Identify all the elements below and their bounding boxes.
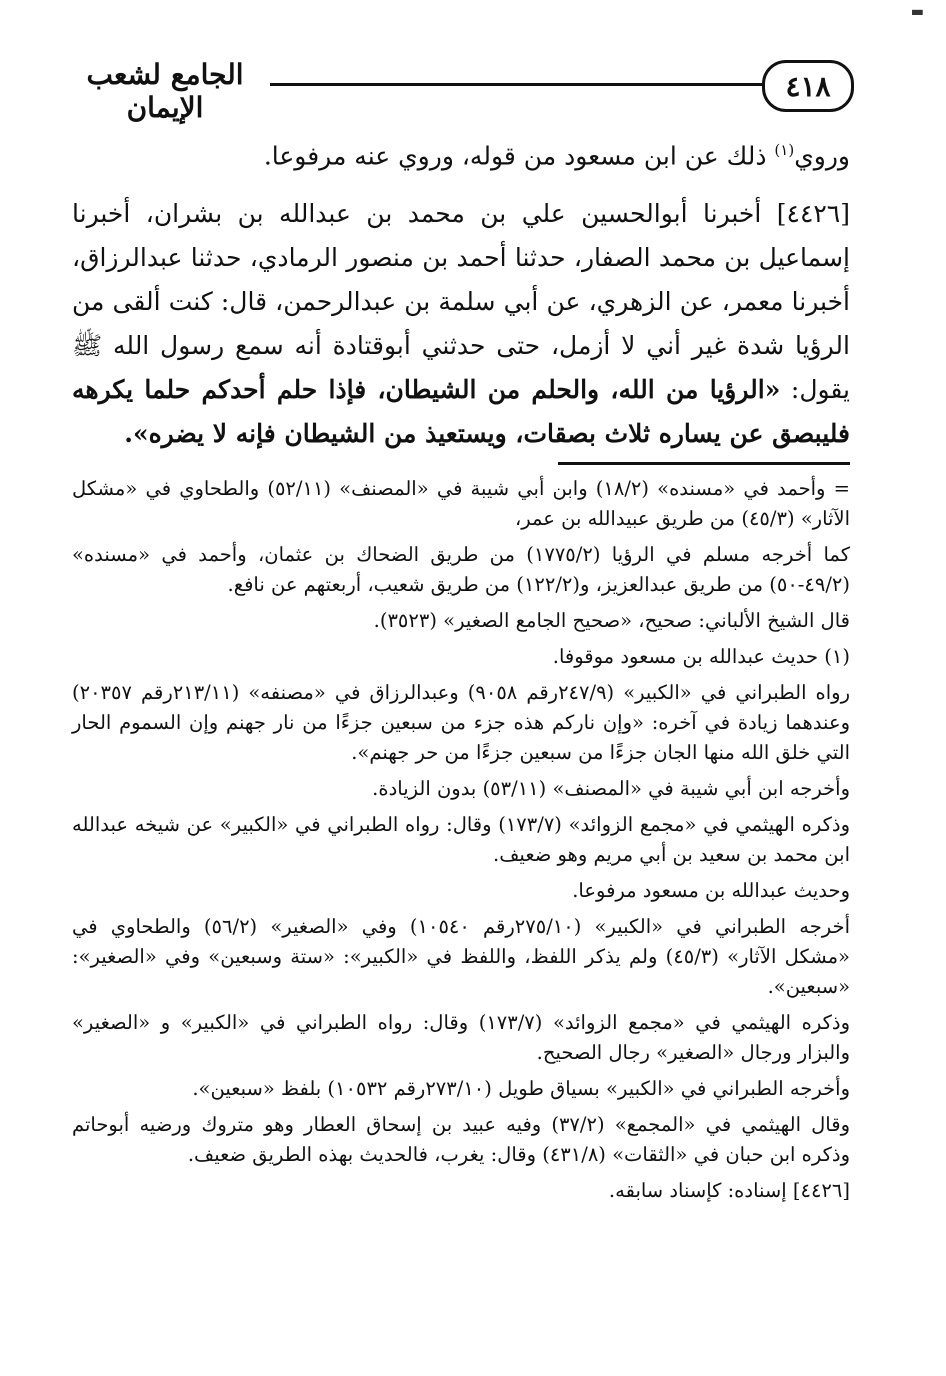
footnote-separator [558,462,850,465]
note-paragraph: وأخرجه ابن أبي شيبة في «المصنف» (٥٣/١١) بدون الزيادة. [372,777,850,800]
intro-before-ref: وروي [794,141,850,171]
note-paragraph: وذكره الهيثمي في «مجمع الزوائد» (١٧٣/٧) وقال: رواه الطبراني في «الكبير» و «الصغير» والبزار ورجال «الصغير» رجال الصحيح. [72,1011,851,1064]
note-paragraph: [٤٤٢٦] إسناده: كإسناد سابقه. [608,1179,850,1202]
intro-paragraph [72,128,850,178]
main-text [72,128,850,456]
note-paragraph: وحديث عبدالله بن مسعود مرفوعا. [572,879,850,902]
footnotes [72,478,850,1212]
note-paragraph: كما أخرجه مسلم في الرؤيا (١٧٧٥/٢) من طريق الضحاك بن عثمان، وأحمد في «مسنده» (٤٩/٢-٥٠) من طريق عبدالعزيز، و(١٢٢/٢) من طريق شعيب، أربعتهم عن نافع. [72,543,850,596]
page-number: ٤١٨ [762,60,854,112]
note-paragraph: قال الشيخ الألباني: صحيح، «صحيح الجامع الصغير» (٣٥٢٣). [373,609,850,632]
note-paragraph: وأخرجه الطبراني في «الكبير» بسياق طويل (٢٧٣/١٠رقم ١٠٥٣٢) بلفظ «سبعين». [192,1077,850,1100]
note-paragraph: رواه الطبراني في «الكبير» (٢٤٧/٩رقم ٩٠٥٨) وعبدالرزاق في «مصنفه» (٢١٣/١١رقم ٢٠٣٥٧) وعندهما زيادة في آخره: «وإن ناركم هذه جزء من سبعين جزءًا من نار جهنم وإن السموم الحار التي خلق الله منها الجان جزءًا من سبعين جزءًا من حر جهنم». [72,681,851,764]
note-paragraph: أخرجه الطبراني في «الكبير» (٢٧٥/١٠رقم ١٠٥٤٠) وفي «الصغير» (٥٦/٢) والطحاوي في «مشكل الآثار» (٤٥/٣) ولم يذكر اللفظ، واللفظ في «الكبير»: «ستة وسبعين» وفي «الصغير»: «سبعين». [72,915,851,998]
hadith-matn: «الرؤيا من الله، والحلم من الشيطان، فإذا حلم أحدكم حلما يكرهه فليبصق عن يساره ثلاث بصقات، ويستعيذ من الشيطان فإنه لا يضره». [72,375,850,449]
note-paragraph: وذكره الهيثمي في «مجمع الزوائد» (١٧٣/٧) وقال: رواه الطبراني في «الكبير» عن شيخه عبدالله ابن محمد بن سعيد بن أبي مريم وهو ضعيف. [72,813,850,866]
footnote-ref: (١) [774,141,795,159]
hadith-isnad: أخبرنا أبوالحسين علي بن محمد بن عبدالله بن بشران، أخبرنا إسماعيل بن محمد الصفار، حدثنا أحمد بن منصور الرمادي، حدثنا عبدالرزاق، أخبرنا معمر، عن الزهري، عن أبي سلمة بن عبدالرحمن، قال: كنت ألقى من الرؤيا شدة غير أني لا أزمل، حتى حدثني أبوقتادة أنه سمع رسول الله ﷺ يقول: [72,199,851,405]
page-header [60,50,854,124]
running-title: الجامع لشعب الإيمان [86,58,244,124]
note-paragraph: وقال الهيثمي في «المجمع» (٣٧/٢) وفيه عبيد بن إسحاق العطار وهو متروك ورضيه أبوحاتم وذكره ابن حبان في «الثقات» (٤٣١/٨) وقال: يغرب، فالحديث بهذه الطريق ضعيف. [72,1113,850,1166]
hadith-number: [٤٤٢٦] [776,199,850,229]
hadith-paragraph [72,192,850,456]
intro-after-ref: ذلك عن ابن مسعود من قوله، وروي عنه مرفوعا. [263,141,767,171]
header-rule [270,83,762,86]
note-paragraph: (١) حديث عبدالله بن مسعود موقوفا. [552,645,850,668]
note-paragraph: = وأحمد في «مسنده» (١٨/٢) وابن أبي شيبة في «المصنف» (٥٢/١١) والطحاوي في «مشكل الآثار» (٤٥/٣) من طريق عبيدالله بن عمر، [72,477,850,530]
corner-dash-mark: ▬ [910,4,924,20]
